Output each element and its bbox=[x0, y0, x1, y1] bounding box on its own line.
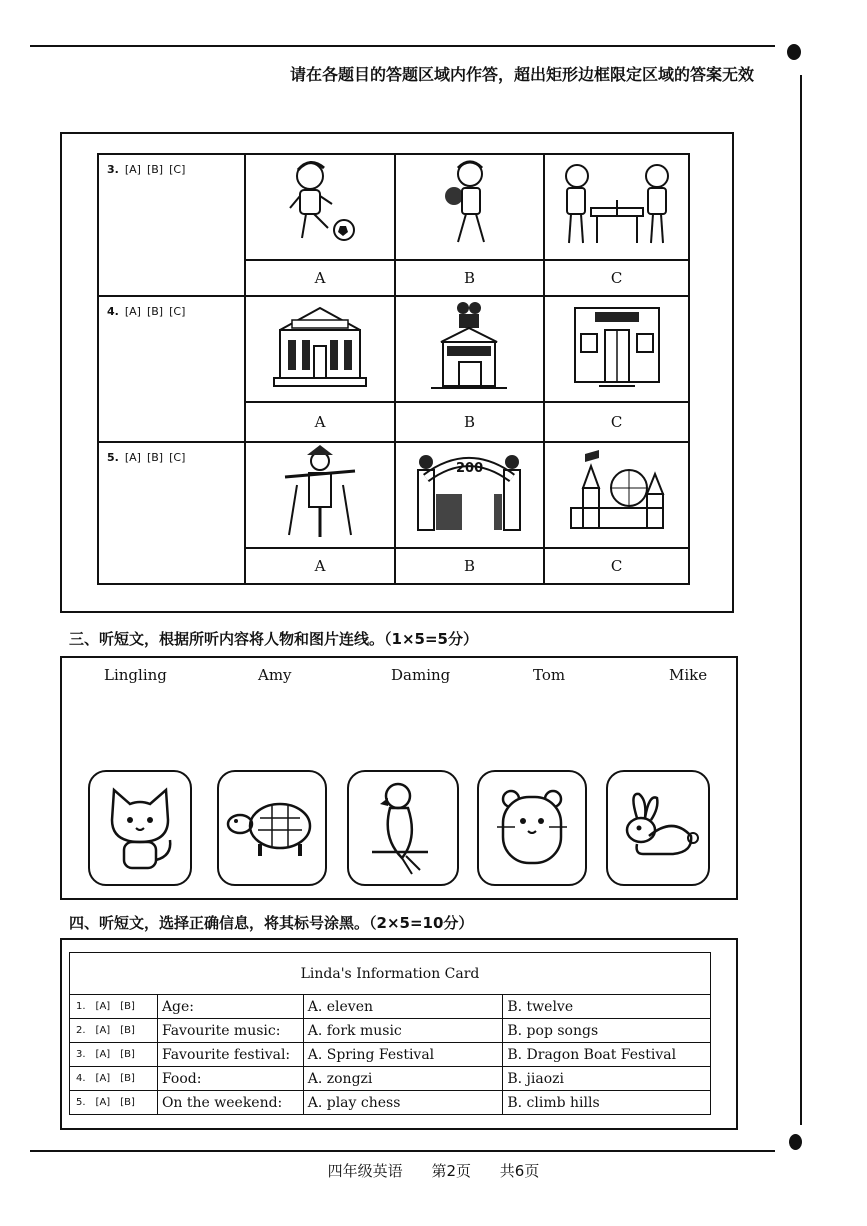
option-a-label: A bbox=[245, 548, 394, 584]
choice-b: B. Dragon Boat Festival bbox=[503, 1043, 711, 1067]
top-rule bbox=[30, 45, 775, 47]
choice-a: A. eleven bbox=[303, 995, 503, 1019]
card-row bbox=[70, 1043, 711, 1067]
question-number: 4. bbox=[107, 305, 119, 318]
bottom-rule bbox=[30, 1150, 775, 1152]
information-card bbox=[69, 952, 711, 1115]
option-a-bubble[interactable]: [A] bbox=[95, 1097, 111, 1108]
football-boy-icon bbox=[280, 158, 360, 253]
option-b-label: B bbox=[395, 402, 545, 442]
part3-heading: 三、听短文，根据所听内容将人物和图片连线。（1×5=5分） bbox=[69, 630, 478, 648]
answer-area-notice: 请在各题目的答题区域内作答，超出矩形边框限定区域的答案无效 bbox=[290, 65, 755, 84]
option-a-bubble[interactable]: [A] bbox=[95, 1073, 111, 1084]
option-b-bubble[interactable]: [B] bbox=[120, 1025, 135, 1036]
parrot-picture[interactable] bbox=[347, 770, 459, 886]
question-4-cell bbox=[98, 296, 245, 442]
card-item: Food: bbox=[157, 1067, 303, 1091]
choice-b: B. jiaozi bbox=[503, 1067, 711, 1091]
card-row bbox=[70, 1067, 711, 1091]
turtle-picture[interactable] bbox=[217, 770, 327, 886]
row-number: 4. bbox=[76, 1073, 86, 1084]
cinema-icon bbox=[429, 300, 509, 395]
option-a-bubble[interactable]: [A] bbox=[95, 1049, 111, 1060]
rabbit-icon bbox=[613, 788, 703, 868]
option-c-label: C bbox=[544, 548, 689, 584]
page-footer bbox=[0, 1160, 867, 1181]
option-a-label: A bbox=[245, 402, 394, 442]
option-c-label: C bbox=[544, 402, 689, 442]
footer-page: 第2页 bbox=[431, 1162, 471, 1180]
scarecrow-picture bbox=[245, 442, 394, 548]
name-daming: Daming bbox=[391, 666, 451, 684]
option-c-label: C bbox=[544, 260, 689, 296]
hamster-icon bbox=[487, 783, 577, 873]
name-amy: Amy bbox=[258, 666, 292, 684]
amusement-park-picture bbox=[544, 442, 689, 548]
option-c-bubble[interactable]: [C] bbox=[169, 451, 186, 464]
option-b-bubble[interactable]: [B] bbox=[120, 1073, 135, 1084]
right-margin-line bbox=[800, 75, 802, 1125]
option-b-bubble[interactable]: [B] bbox=[146, 451, 164, 464]
option-b-bubble[interactable]: [B] bbox=[120, 1049, 135, 1060]
footer-total: 共6页 bbox=[499, 1162, 540, 1180]
card-row bbox=[70, 995, 711, 1019]
school-icon bbox=[569, 302, 665, 392]
zoo-gate-picture bbox=[395, 442, 545, 548]
option-c-bubble[interactable]: [C] bbox=[169, 305, 186, 318]
school-picture bbox=[544, 296, 689, 402]
scarecrow-icon bbox=[275, 445, 365, 541]
option-b-bubble[interactable]: [B] bbox=[146, 305, 164, 318]
museum-icon bbox=[270, 302, 370, 392]
option-b-label: B bbox=[395, 548, 545, 584]
name-lingling: Lingling bbox=[104, 666, 167, 684]
option-a-bubble[interactable]: [A] bbox=[95, 1025, 111, 1036]
option-b-bubble[interactable]: [B] bbox=[120, 1097, 135, 1108]
svg-text:200: 200 bbox=[456, 461, 484, 476]
card-item: On the weekend: bbox=[157, 1091, 303, 1115]
option-b-bubble[interactable]: [B] bbox=[120, 1001, 135, 1012]
choice-b: B. twelve bbox=[503, 995, 711, 1019]
zoo-gate-icon bbox=[414, 448, 524, 538]
option-a-bubble[interactable]: [A] bbox=[124, 451, 141, 464]
question-5-cell bbox=[98, 442, 245, 584]
ping-pong-icon bbox=[557, 158, 677, 253]
card-row bbox=[70, 1019, 711, 1043]
option-a-bubble[interactable]: [A] bbox=[124, 305, 141, 318]
question-number: 5. bbox=[107, 451, 119, 464]
museum-picture bbox=[245, 296, 394, 402]
ping-pong-picture bbox=[544, 154, 689, 260]
row-number: 2. bbox=[76, 1025, 86, 1036]
rabbit-picture[interactable] bbox=[606, 770, 710, 886]
card-title: Linda's Information Card bbox=[70, 953, 711, 995]
hamster-picture[interactable] bbox=[477, 770, 587, 886]
option-b-label: B bbox=[395, 260, 545, 296]
option-a-bubble[interactable]: [A] bbox=[124, 163, 141, 176]
name-mike: Mike bbox=[669, 666, 708, 684]
part2-grid bbox=[97, 153, 690, 585]
option-a-bubble[interactable]: [A] bbox=[95, 1001, 111, 1012]
cinema-picture bbox=[395, 296, 545, 402]
choice-a: A. zongzi bbox=[303, 1067, 503, 1091]
name-tom: Tom bbox=[533, 666, 566, 684]
footer-subject: 四年级英语 bbox=[327, 1162, 403, 1180]
registration-mark-bottom bbox=[789, 1134, 802, 1150]
cat-picture[interactable] bbox=[88, 770, 192, 886]
amusement-park-icon bbox=[567, 448, 667, 538]
choice-a: A. play chess bbox=[303, 1091, 503, 1115]
boy-kicking-football-picture bbox=[245, 154, 394, 260]
row-number: 5. bbox=[76, 1097, 86, 1108]
basketball-boy-icon bbox=[434, 158, 504, 253]
row-number: 1. bbox=[76, 1001, 86, 1012]
turtle-icon bbox=[224, 788, 320, 868]
cat-icon bbox=[100, 780, 180, 876]
registration-mark-top bbox=[787, 44, 801, 60]
question-number: 3. bbox=[107, 163, 119, 176]
choice-b: B. pop songs bbox=[503, 1019, 711, 1043]
card-item: Age: bbox=[157, 995, 303, 1019]
option-c-bubble[interactable]: [C] bbox=[169, 163, 186, 176]
option-a-label: A bbox=[245, 260, 394, 296]
choice-a: A. fork music bbox=[303, 1019, 503, 1043]
choice-a: A. Spring Festival bbox=[303, 1043, 503, 1067]
row-number: 3. bbox=[76, 1049, 86, 1060]
question-3-cell bbox=[98, 154, 245, 296]
option-b-bubble[interactable]: [B] bbox=[146, 163, 164, 176]
card-item: Favourite festival: bbox=[157, 1043, 303, 1067]
card-item: Favourite music: bbox=[157, 1019, 303, 1043]
parrot-icon bbox=[368, 778, 438, 878]
choice-b: B. climb hills bbox=[503, 1091, 711, 1115]
boy-playing-basketball-picture bbox=[395, 154, 545, 260]
part4-heading: 四、听短文，选择正确信息，将其标号涂黑。（2×5=10分） bbox=[69, 914, 474, 932]
card-row bbox=[70, 1091, 711, 1115]
